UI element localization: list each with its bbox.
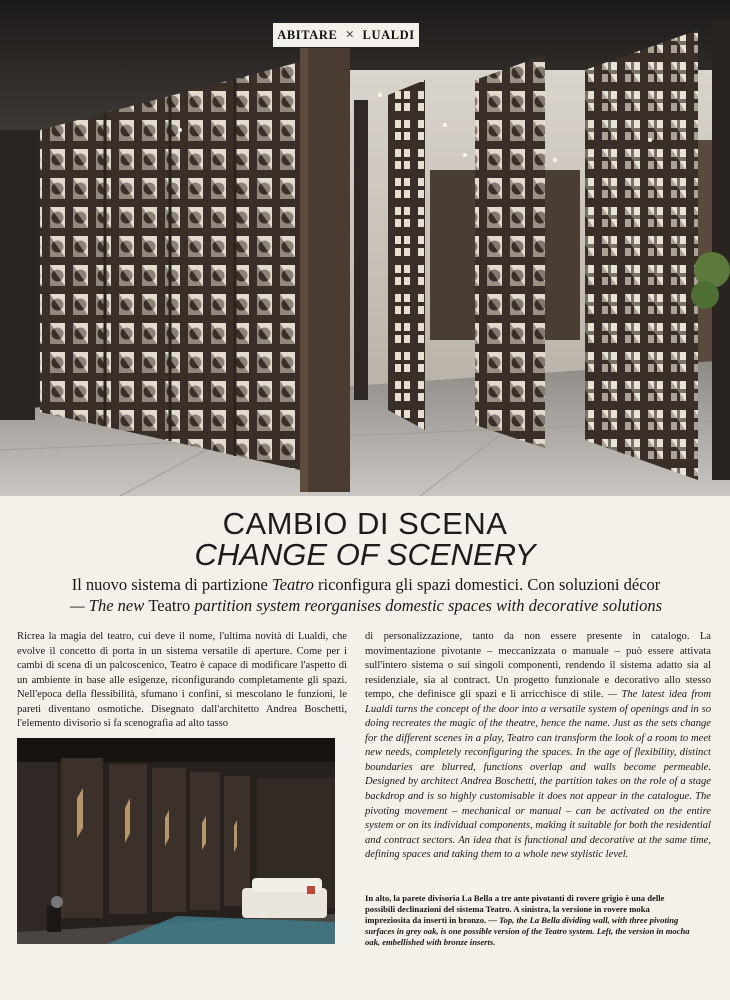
body-right-text: [365, 630, 711, 863]
article-title: [0, 508, 730, 570]
section-tag: [272, 22, 420, 48]
title-english: CHANGE OF SCENERY: [194, 537, 536, 572]
separator-cross-icon: ×: [345, 26, 355, 43]
hero-photo-la-bella-partition: [0, 0, 730, 496]
body-column-right: [365, 630, 711, 863]
subtitle-it-em: Teatro: [271, 575, 314, 594]
photo-mocha-oak-version: [17, 738, 335, 944]
caption-english: — Top, the La Bella dividing wall, with three pivoting surfaces in grey oak, is one possible version of the Teatro system. Left, the version in mocha oak, embellished with bronze inserts.: [365, 915, 690, 947]
subtitle-en-pre: — The new: [69, 596, 149, 615]
body-left-text: Ricrea la magia del teatro, cui deve il nome, l'ultima novità di Lualdi, che evolve il concetto di porta in un sistema versatile di aperture. Come per i cambi di scena di un palcoscenico, Teatro è capace di modificare l'aspetto di un ambiente in base alle esigenze, riconfigurando completamente gli spazi. Nell'epoca della flessibilità, sfumano i confini, si mescolano le funzioni, le pareti diventano osmotiche. Disegnato dall'architetto Andrea Boschetti, l'elemento divisorio si fa scenografia ad alto tasso: [17, 631, 347, 730]
caption-italian: In alto, la parete divisoria La Bella a tre ante pivotanti di rovere grigio è una delle possibili declinazioni del sistema Teatro. A sinistra, la versione in rovere moka impreziosita da inserti in bronzo.: [365, 893, 665, 925]
body-column-left: [17, 630, 347, 732]
subtitle-english-line: [18, 595, 714, 616]
article-subtitle: [18, 574, 714, 616]
section-label: ABITARE: [277, 27, 338, 42]
body-right-english: — The latest idea from Lualdi turns the concept of the door into a versatile system of openings and in so doing recreates the magic of the theatre, hence the name. Just as the sets change for the different scenes in a play, Teatro can transform the look of a room to meet new needs, completely reconfiguring the spaces. In the age of flexibility, distinct boundaries are blurred, functions overlap and walls become permeable. Designed by architect Andrea Boschetti, the partition takes on the role of a stage backdrop and is so highly customisable it does not appear in the catalogue. The pivoting movement – mechanical or manual – can be activated on the entire system or on its individual components, making it suitable for both the residential and contract sectors. An idea that is functional and decorative at the same time, defining spaces and taking them to a whole new stylistic level.: [365, 689, 711, 861]
brand-label: LUALDI: [362, 27, 415, 42]
subtitle-it-pre: Il nuovo sistema di partizione: [71, 575, 272, 594]
title-italian: CAMBIO DI SCENA: [222, 506, 508, 541]
subtitle-en-post: partition system reorganises domestic spaces with decorative solutions: [190, 596, 662, 615]
subtitle-en-mid: Teatro: [148, 596, 191, 615]
body-right-italian: di personalizzazione, tanto da non essere presente in catalogo. La movimentazione pivotante – meccanizzata o manuale – può essere attivata sull'intero sistema o sui singoli componenti, rendendo il sistema adatto sia al residenziale, sia al contract. Un progetto funzionale e decorativo allo stesso tempo, che definisce gli spazi e li arricchisce di stile.: [365, 631, 711, 701]
subtitle-it-post: riconfigura gli spazi domestici. Con soluzioni décor: [313, 575, 661, 594]
photo-caption: [365, 893, 695, 948]
